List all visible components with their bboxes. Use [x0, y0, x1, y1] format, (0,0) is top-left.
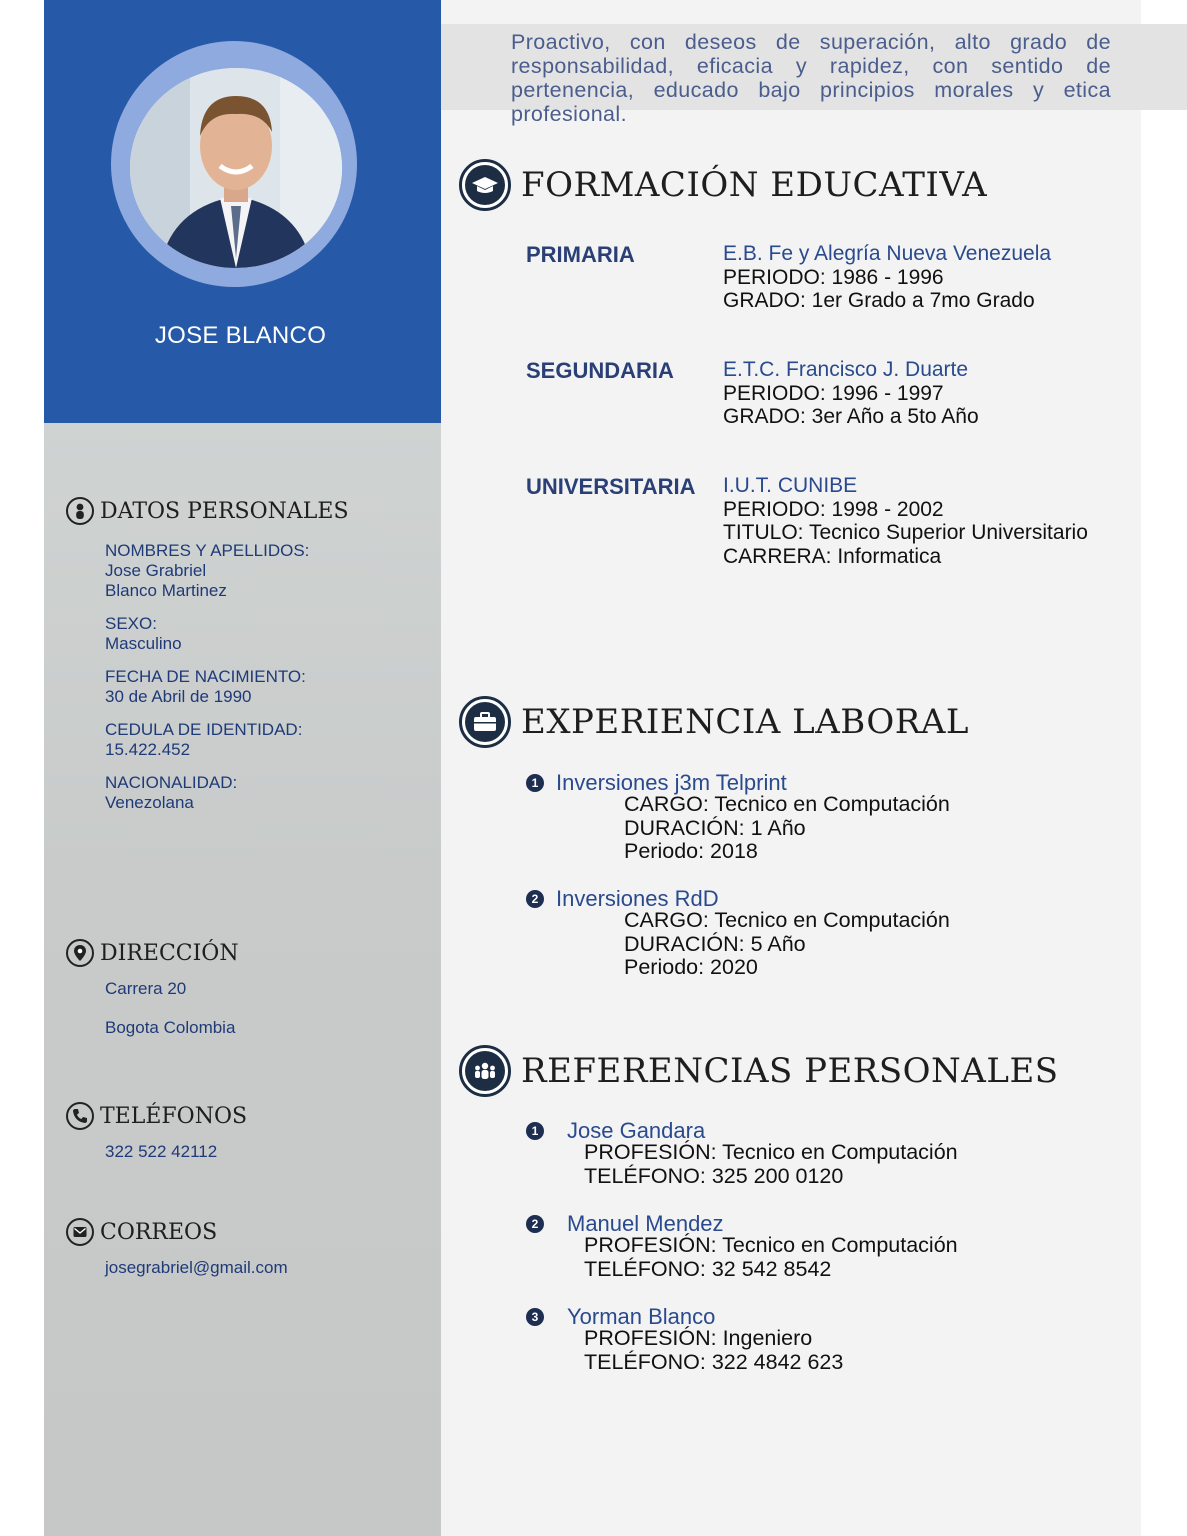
people-icon — [459, 1045, 511, 1097]
number-badge: 2 — [526, 890, 544, 908]
field-sex: SEXO: Masculino — [105, 614, 182, 653]
profile-photo — [130, 68, 342, 268]
personal-data-section — [66, 497, 349, 813]
briefcase-icon — [459, 696, 511, 748]
profile-summary: Proactivo, con deseos de superación, alto grado de responsabilidad, eficacia y rapidez, con sentido de pertenencia, educado bajo principios morales y etica profesional. — [511, 30, 1111, 126]
phones-heading: TELÉFONOS — [66, 1102, 247, 1130]
graduation-cap-icon — [459, 159, 511, 211]
experience-heading: EXPERIENCIA LABORAL — [459, 696, 969, 748]
address-line-1: Carrera 20 — [105, 979, 187, 998]
address-line-2: Bogota Colombia — [105, 1018, 236, 1037]
phone-icon — [66, 1102, 94, 1130]
envelope-icon — [66, 1218, 94, 1246]
map-pin-icon — [66, 939, 94, 967]
phones-section — [66, 1102, 247, 1162]
field-birthdate: FECHA DE NACIMIENTO: 30 de Abril de 1990 — [105, 667, 306, 706]
resume-page: JOSE BLANCO DATOS PERSONALES NOMBRES Y APELLIDOS: Jose Grabriel Blanco Martinez SEXO: Masculino FECHA DE NACIMIENTO: 30 de Abril de 1990 CEDULA DE IDENTIDAD: 15.422.452 NACIONALIDAD: Venezolana DIRECCIÓN Carrera 20 Bogota Colombia TELÉFONOS 322 522 42112 CORREOS josegrabriel@gmail.com Proactivo, con deseos de superación, alto grado de responsabilidad, eficacia y rapidez, con sentido de pertenencia, educado bajo principios morales y etica profesional. FORMACIÓN EDUCATIVA PRIMARIA E.B. Fe y Alegría Nueva Venezuela PERIODO: 1986 - 1996 GRADO: 1er Grado a 7mo Grado SEGUNDARIA E.T.C. Francisco J. Duarte PERIODO: 1996 - 1997 GRADO: 3er Año a 5to Año UNIVERSITARIA I.U.T. CUNIBE PERIODO: 1998 - 2002 TITULO: Tecnico Superior Universitario CARRERA: Informatica EXPERIENCIA LABORAL 1 Inversiones j3m Telprint CARGO: Tecnico en Computación DURACIÓN: 1 Año Periodo: 2018 2 Inversiones RdD CARGO: Tecnico en Computación DURACIÓN: 5 Año Periodo: 2020 REFERENCIAS PERSONALES 1 Jose Gandara PROFESIÓN: Tecnico en Computación TELÉFONO: 325 200 0120 2 Manuel Mendez PROFESIÓN: Tecnico en Computación TELÉFONO: 32 542 8542 3 Yorman Blanco PROFESIÓN: Ingeniero TELÉFONO: 322 4842 623 — [0, 0, 1187, 1536]
field-id-number: CEDULA DE IDENTIDAD: 15.422.452 — [105, 720, 303, 759]
number-badge: 2 — [526, 1215, 544, 1233]
main-column — [441, 0, 1141, 1536]
field-names: NOMBRES Y APELLIDOS: Jose Grabriel Blanco Martinez — [105, 541, 310, 600]
address-heading: DIRECCIÓN — [66, 939, 239, 967]
phone-number: 322 522 42112 — [105, 1142, 218, 1161]
number-badge: 1 — [526, 1122, 544, 1140]
personal-data-heading: DATOS PERSONALES — [66, 497, 349, 525]
number-badge: 1 — [526, 774, 544, 792]
email-address: josegrabriel@gmail.com — [105, 1258, 288, 1277]
references-heading: REFERENCIAS PERSONALES — [459, 1045, 1059, 1097]
education-heading: FORMACIÓN EDUCATIVA — [459, 159, 987, 211]
field-nationality: NACIONALIDAD: Venezolana — [105, 773, 238, 812]
address-section — [66, 939, 239, 1038]
personal-data-fields — [105, 541, 349, 813]
emails-heading: CORREOS — [66, 1218, 288, 1246]
person-icon — [66, 497, 94, 525]
emails-section — [66, 1218, 288, 1278]
number-badge: 3 — [526, 1308, 544, 1326]
person-name: JOSE BLANCO — [154, 322, 327, 349]
